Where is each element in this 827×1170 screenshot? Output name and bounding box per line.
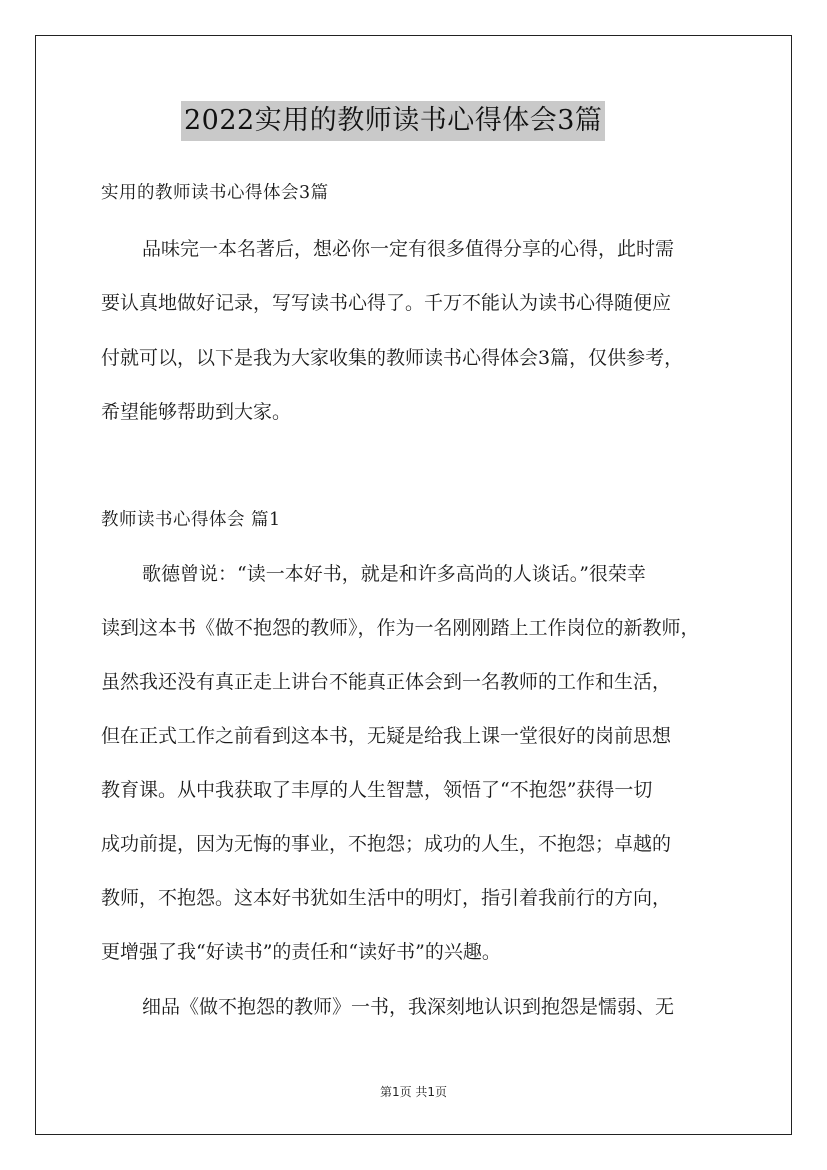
page-number: 第1页 共1页: [379, 1085, 448, 1099]
body-line: 歌德曾说：“读一本好书，就是和许多高尚的人谈话。”很荣幸: [142, 563, 646, 585]
section-heading: 教师读书心得体会 篇1: [101, 510, 281, 530]
body-line: 更增强了我“好读书”的责任和“读好书”的兴趣。: [101, 941, 501, 963]
intro-line: 要认真地做好记录，写写读书心得了。千万不能认为读书心得随便应: [101, 292, 672, 314]
body-line: 教师，不抱怨。这本好书犹如生活中的明灯，指引着我前行的方向，: [101, 887, 672, 909]
body-line: 读到这本书《做不抱怨的教师》，作为一名刚刚踏上工作岗位的新教师，: [101, 617, 700, 639]
document-subtitle: 实用的教师读书心得体会3篇: [101, 183, 329, 203]
body-line: 成功前提，因为无悔的事业，不抱怨；成功的人生，不抱怨；卓越的: [101, 833, 672, 855]
intro-line: 品味完一本名著后，想必你一定有很多值得分享的心得，此时需: [142, 238, 675, 260]
body-line: 但在正式工作之前看到这本书，无疑是给我上课一堂很好的岗前思想: [101, 725, 672, 747]
body-line: 虽然我还没有真正走上讲台不能真正体会到一名教师的工作和生活，: [101, 671, 672, 693]
body-line: 教育课。从中我获取了丰厚的人生智慧，领悟了“不抱怨”获得一切: [101, 779, 653, 801]
body-line: 细品《做不抱怨的教师》一书，我深刻地认识到抱怨是懦弱、无: [142, 996, 675, 1018]
intro-line: 希望能够帮助到大家。: [101, 401, 292, 423]
intro-line: 付就可以，以下是我为大家收集的教师读书心得体会3篇，仅供参考，: [101, 347, 684, 369]
document-title: 2022实用的教师读书心得体会3篇: [181, 101, 605, 141]
